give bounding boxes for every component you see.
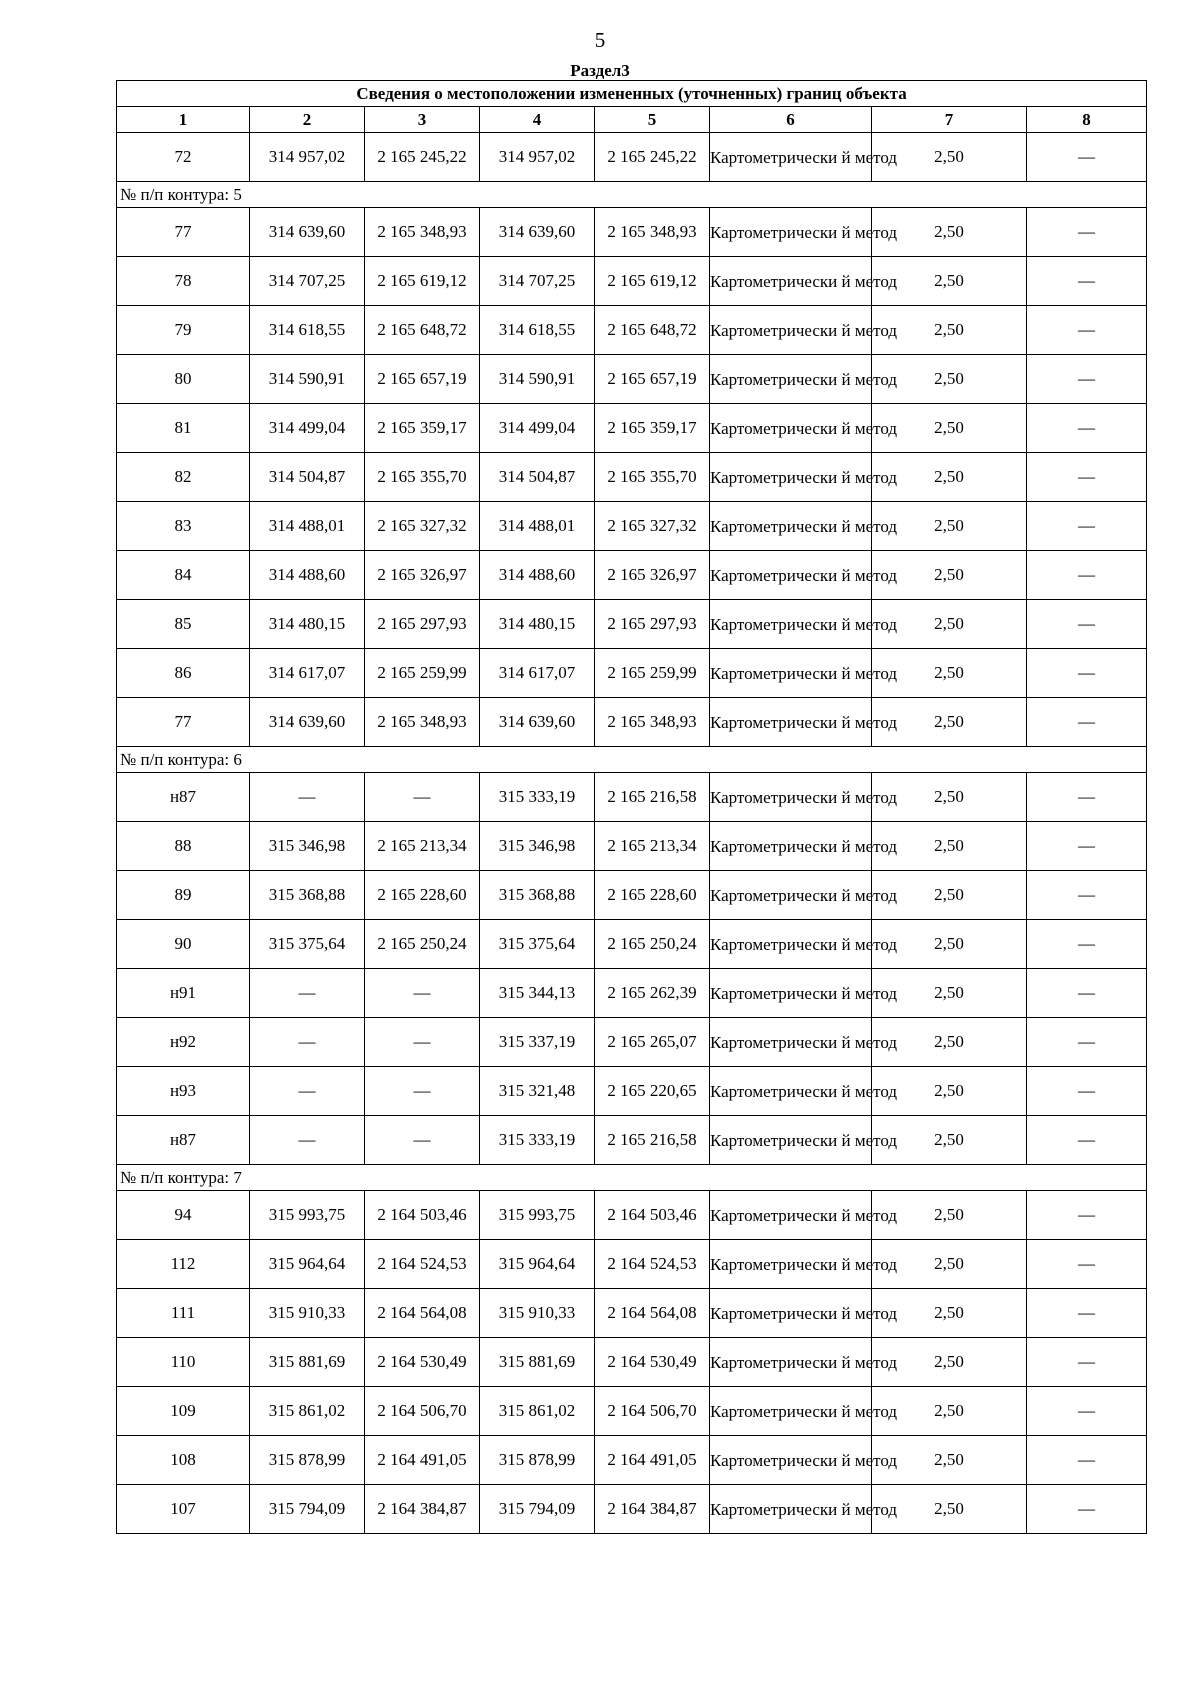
table-cell-col-7: 2,50: [872, 355, 1027, 404]
table-cell-col-3: 2 165 250,24: [365, 920, 480, 969]
table-cell-col-7: 2,50: [872, 1018, 1027, 1067]
table-row: [117, 822, 1147, 871]
table-cell-col-1: 108: [117, 1436, 250, 1485]
table-cell-col-4: 314 639,60: [480, 698, 595, 747]
table-cell-col-2: 314 504,87: [250, 453, 365, 502]
column-header-8: 8: [1027, 107, 1147, 133]
table-cell-col-1: н93: [117, 1067, 250, 1116]
table-cell-col-2: 314 639,60: [250, 208, 365, 257]
table-cell-col-7: 2,50: [872, 551, 1027, 600]
table-cell-col-7: 2,50: [872, 1240, 1027, 1289]
table-cell-col-2: 314 618,55: [250, 306, 365, 355]
table-cell-col-1: н87: [117, 1116, 250, 1165]
table-cell-col-1: 77: [117, 208, 250, 257]
contour-label: № п/п контура: 5: [117, 182, 1147, 208]
table-cell-col-6: Картометрически й метод: [710, 355, 872, 404]
table-row: [117, 355, 1147, 404]
table-cell-col-1: 83: [117, 502, 250, 551]
table-cell-col-3: 2 165 259,99: [365, 649, 480, 698]
table-row: [117, 502, 1147, 551]
table-cell-col-5: 2 164 503,46: [595, 1191, 710, 1240]
table-cell-col-7: 2,50: [872, 257, 1027, 306]
table-cell-col-8: —: [1027, 1240, 1147, 1289]
table-cell-col-7: 2,50: [872, 1067, 1027, 1116]
contour-label-row: [117, 747, 1147, 773]
table-cell-col-5: 2 165 245,22: [595, 133, 710, 182]
table-cell-col-4: 314 488,01: [480, 502, 595, 551]
table-cell-col-5: 2 165 228,60: [595, 871, 710, 920]
table-cell-col-1: 81: [117, 404, 250, 453]
table-cell-col-7: 2,50: [872, 1485, 1027, 1534]
contour-label: № п/п контура: 7: [117, 1165, 1147, 1191]
table-cell-col-5: 2 165 262,39: [595, 969, 710, 1018]
table-cell-col-6: Картометрически й метод: [710, 1338, 872, 1387]
table-cell-col-7: 2,50: [872, 600, 1027, 649]
table-cell-col-8: —: [1027, 257, 1147, 306]
table-cell-col-8: —: [1027, 871, 1147, 920]
table-row: [117, 698, 1147, 747]
table-row: [117, 1387, 1147, 1436]
table-row: [117, 1191, 1147, 1240]
table-cell-col-6: Картометрически й метод: [710, 1240, 872, 1289]
table-cell-col-6: Картометрически й метод: [710, 871, 872, 920]
table-cell-col-3: —: [365, 1067, 480, 1116]
column-header-1: 1: [117, 107, 250, 133]
table-cell-col-1: 107: [117, 1485, 250, 1534]
table-cell-col-3: 2 165 326,97: [365, 551, 480, 600]
page-number: 5: [594, 28, 606, 52]
table-row: [117, 969, 1147, 1018]
table-row: [117, 920, 1147, 969]
table-cell-col-6: Картометрически й метод: [710, 920, 872, 969]
table-cell-col-6: Картометрически й метод: [710, 404, 872, 453]
table-cell-col-1: 110: [117, 1338, 250, 1387]
table-cell-col-6: Картометрически й метод: [710, 1289, 872, 1338]
table-cell-col-8: —: [1027, 773, 1147, 822]
table-cell-col-4: 314 590,91: [480, 355, 595, 404]
table-row: [117, 1067, 1147, 1116]
table-cell-col-7: 2,50: [872, 1289, 1027, 1338]
table-cell-col-2: 314 488,60: [250, 551, 365, 600]
table-cell-col-8: —: [1027, 649, 1147, 698]
table-row: [117, 257, 1147, 306]
table-cell-col-6: Картометрически й метод: [710, 600, 872, 649]
column-header-3: 3: [365, 107, 480, 133]
table-cell-col-8: —: [1027, 1067, 1147, 1116]
table-cell-col-4: 315 321,48: [480, 1067, 595, 1116]
table-cell-col-1: н91: [117, 969, 250, 1018]
table-cell-col-6: Картометрически й метод: [710, 649, 872, 698]
table-cell-col-6: Картометрически й метод: [710, 822, 872, 871]
table-cell-col-3: 2 164 506,70: [365, 1387, 480, 1436]
table-cell-col-5: 2 165 259,99: [595, 649, 710, 698]
table-cell-col-7: 2,50: [872, 649, 1027, 698]
table-cell-col-6: Картометрически й метод: [710, 208, 872, 257]
contour-label-row: [117, 182, 1147, 208]
table-cell-col-7: 2,50: [872, 969, 1027, 1018]
table-row: [117, 1240, 1147, 1289]
table-cell-col-6: Картометрически й метод: [710, 1485, 872, 1534]
table-cell-col-8: —: [1027, 920, 1147, 969]
table-cell-col-5: 2 164 564,08: [595, 1289, 710, 1338]
table-cell-col-3: —: [365, 773, 480, 822]
table-cell-col-1: 78: [117, 257, 250, 306]
contour-label: № п/п контура: 6: [117, 747, 1147, 773]
table-cell-col-4: 314 957,02: [480, 133, 595, 182]
table-cell-col-2: 315 910,33: [250, 1289, 365, 1338]
table-cell-col-1: 84: [117, 551, 250, 600]
table-cell-col-2: —: [250, 773, 365, 822]
table-cell-col-4: 315 910,33: [480, 1289, 595, 1338]
table-cell-col-6: Картометрически й метод: [710, 698, 872, 747]
table-cell-col-4: 314 618,55: [480, 306, 595, 355]
table-cell-col-8: —: [1027, 1436, 1147, 1485]
table-cell-col-7: 2,50: [872, 1436, 1027, 1485]
table-cell-col-1: 94: [117, 1191, 250, 1240]
table-cell-col-1: 82: [117, 453, 250, 502]
table-cell-col-5: 2 165 220,65: [595, 1067, 710, 1116]
table-cell-col-8: —: [1027, 404, 1147, 453]
table-cell-col-7: 2,50: [872, 404, 1027, 453]
table-cell-col-5: 2 165 326,97: [595, 551, 710, 600]
table-cell-col-4: 315 861,02: [480, 1387, 595, 1436]
table-cell-col-8: —: [1027, 1485, 1147, 1534]
table-cell-col-8: —: [1027, 600, 1147, 649]
table-cell-col-3: 2 165 213,34: [365, 822, 480, 871]
table-cell-col-8: —: [1027, 502, 1147, 551]
table-cell-col-5: 2 165 265,07: [595, 1018, 710, 1067]
table-cell-col-8: —: [1027, 1387, 1147, 1436]
table-cell-col-1: 90: [117, 920, 250, 969]
table-cell-col-8: —: [1027, 1018, 1147, 1067]
table-cell-col-8: —: [1027, 551, 1147, 600]
table-cell-col-6: Картометрически й метод: [710, 453, 872, 502]
table-cell-col-7: 2,50: [872, 208, 1027, 257]
table-cell-col-5: 2 164 384,87: [595, 1485, 710, 1534]
table-cell-col-2: 314 707,25: [250, 257, 365, 306]
table-cell-col-8: —: [1027, 453, 1147, 502]
table-cell-col-1: 89: [117, 871, 250, 920]
table-caption: Сведения о местоположении измененных (уточненных) границ объекта: [117, 81, 1147, 107]
table-cell-col-4: 315 881,69: [480, 1338, 595, 1387]
table-cell-col-6: Картометрически й метод: [710, 257, 872, 306]
table-cell-col-4: 314 639,60: [480, 208, 595, 257]
table-cell-col-7: 2,50: [872, 822, 1027, 871]
table-cell-col-2: 315 861,02: [250, 1387, 365, 1436]
table-row: [117, 1485, 1147, 1534]
column-number-row: [117, 107, 1147, 133]
table-cell-col-7: 2,50: [872, 1387, 1027, 1436]
table-cell-col-3: 2 164 524,53: [365, 1240, 480, 1289]
table-cell-col-1: 77: [117, 698, 250, 747]
table-cell-col-8: —: [1027, 306, 1147, 355]
table-cell-col-4: 315 333,19: [480, 1116, 595, 1165]
table-cell-col-4: 314 504,87: [480, 453, 595, 502]
table-cell-col-4: 315 993,75: [480, 1191, 595, 1240]
boundary-coordinates-table: [116, 80, 1147, 1534]
table-cell-col-5: 2 165 213,34: [595, 822, 710, 871]
table-cell-col-5: 2 164 506,70: [595, 1387, 710, 1436]
table-cell-col-6: Картометрически й метод: [710, 1191, 872, 1240]
table-cell-col-1: 109: [117, 1387, 250, 1436]
table-cell-col-6: Картометрически й метод: [710, 502, 872, 551]
table-cell-col-3: 2 164 384,87: [365, 1485, 480, 1534]
table-cell-col-5: 2 165 348,93: [595, 208, 710, 257]
table-cell-col-1: 88: [117, 822, 250, 871]
table-cell-col-2: 314 590,91: [250, 355, 365, 404]
table-cell-col-1: 85: [117, 600, 250, 649]
table-cell-col-4: 315 333,19: [480, 773, 595, 822]
table-cell-col-6: Картометрически й метод: [710, 773, 872, 822]
table-cell-col-5: 2 165 619,12: [595, 257, 710, 306]
column-header-4: 4: [480, 107, 595, 133]
table-cell-col-7: 2,50: [872, 871, 1027, 920]
table-body: [117, 133, 1147, 1534]
table-cell-col-6: Картометрически й метод: [710, 1116, 872, 1165]
table-cell-col-5: 2 165 348,93: [595, 698, 710, 747]
table-cell-col-4: 315 964,64: [480, 1240, 595, 1289]
table-row: [117, 133, 1147, 182]
table-cell-col-5: 2 164 530,49: [595, 1338, 710, 1387]
table-cell-col-2: 315 993,75: [250, 1191, 365, 1240]
table-cell-col-1: 80: [117, 355, 250, 404]
column-header-5: 5: [595, 107, 710, 133]
table-cell-col-6: Картометрически й метод: [710, 306, 872, 355]
table-cell-col-6: Картометрически й метод: [710, 1018, 872, 1067]
table-cell-col-7: 2,50: [872, 698, 1027, 747]
table-cell-col-7: 2,50: [872, 773, 1027, 822]
table-cell-col-3: 2 165 355,70: [365, 453, 480, 502]
table-row: [117, 773, 1147, 822]
table-cell-col-1: 86: [117, 649, 250, 698]
table-cell-col-8: —: [1027, 355, 1147, 404]
table-row: [117, 306, 1147, 355]
table-row: [117, 1289, 1147, 1338]
table-row: [117, 1338, 1147, 1387]
table-cell-col-6: Картометрически й метод: [710, 1067, 872, 1116]
table-cell-col-2: —: [250, 1067, 365, 1116]
table-cell-col-3: 2 164 530,49: [365, 1338, 480, 1387]
table-cell-col-4: 314 707,25: [480, 257, 595, 306]
table-cell-col-2: 315 878,99: [250, 1436, 365, 1485]
table-cell-col-5: 2 165 327,32: [595, 502, 710, 551]
table-cell-col-7: 2,50: [872, 1191, 1027, 1240]
table-cell-col-6: Картометрически й метод: [710, 1436, 872, 1485]
table-cell-col-2: 315 881,69: [250, 1338, 365, 1387]
table-cell-col-3: —: [365, 1116, 480, 1165]
table-cell-col-2: 315 346,98: [250, 822, 365, 871]
table-cell-col-3: 2 165 228,60: [365, 871, 480, 920]
column-header-6: 6: [710, 107, 872, 133]
table-row: [117, 208, 1147, 257]
table-cell-col-3: —: [365, 969, 480, 1018]
table-cell-col-3: 2 164 503,46: [365, 1191, 480, 1240]
table-cell-col-1: н87: [117, 773, 250, 822]
table-cell-col-8: —: [1027, 822, 1147, 871]
table-cell-col-1: 111: [117, 1289, 250, 1338]
table-cell-col-7: 2,50: [872, 1338, 1027, 1387]
column-header-7: 7: [872, 107, 1027, 133]
table-cell-col-2: 314 488,01: [250, 502, 365, 551]
table-cell-col-1: 112: [117, 1240, 250, 1289]
table-cell-col-5: 2 165 355,70: [595, 453, 710, 502]
table-cell-col-4: 315 375,64: [480, 920, 595, 969]
table-cell-col-4: 315 794,09: [480, 1485, 595, 1534]
table-cell-col-3: 2 165 619,12: [365, 257, 480, 306]
table-cell-col-3: 2 165 359,17: [365, 404, 480, 453]
table-cell-col-2: 315 964,64: [250, 1240, 365, 1289]
contour-label-row: [117, 1165, 1147, 1191]
table-row: [117, 1116, 1147, 1165]
table-cell-col-5: 2 165 648,72: [595, 306, 710, 355]
table-cell-col-7: 2,50: [872, 920, 1027, 969]
table-cell-col-1: 79: [117, 306, 250, 355]
table-cell-col-2: —: [250, 969, 365, 1018]
table-cell-col-3: 2 165 657,19: [365, 355, 480, 404]
table-cell-col-8: —: [1027, 1289, 1147, 1338]
table-cell-col-4: 315 368,88: [480, 871, 595, 920]
table-cell-col-2: —: [250, 1116, 365, 1165]
table-cell-col-3: 2 165 297,93: [365, 600, 480, 649]
table-row: [117, 551, 1147, 600]
table-cell-col-7: 2,50: [872, 306, 1027, 355]
table-cell-col-4: 315 344,13: [480, 969, 595, 1018]
table-cell-col-8: —: [1027, 698, 1147, 747]
table-cell-col-8: —: [1027, 208, 1147, 257]
table-cell-col-1: н92: [117, 1018, 250, 1067]
table-cell-col-2: 315 794,09: [250, 1485, 365, 1534]
table-row: [117, 649, 1147, 698]
table-row: [117, 600, 1147, 649]
table-cell-col-5: 2 164 491,05: [595, 1436, 710, 1485]
table-cell-col-2: 315 375,64: [250, 920, 365, 969]
column-header-2: 2: [250, 107, 365, 133]
table-cell-col-2: —: [250, 1018, 365, 1067]
table-cell-col-7: 2,50: [872, 133, 1027, 182]
table-cell-col-2: 314 957,02: [250, 133, 365, 182]
table-cell-col-3: 2 164 564,08: [365, 1289, 480, 1338]
table-cell-col-3: 2 165 348,93: [365, 698, 480, 747]
table-cell-col-5: 2 165 657,19: [595, 355, 710, 404]
table-cell-col-7: 2,50: [872, 453, 1027, 502]
table-cell-col-6: Картометрически й метод: [710, 969, 872, 1018]
table-cell-col-3: 2 165 348,93: [365, 208, 480, 257]
table-cell-col-8: —: [1027, 133, 1147, 182]
table-cell-col-3: 2 164 491,05: [365, 1436, 480, 1485]
table-cell-col-2: 314 639,60: [250, 698, 365, 747]
table-cell-col-3: 2 165 648,72: [365, 306, 480, 355]
table-cell-col-1: 72: [117, 133, 250, 182]
table-cell-col-4: 314 499,04: [480, 404, 595, 453]
table-cell-col-8: —: [1027, 1116, 1147, 1165]
table-cell-col-3: 2 165 245,22: [365, 133, 480, 182]
table-cell-col-6: Картометрически й метод: [710, 1387, 872, 1436]
table-cell-col-4: 314 617,07: [480, 649, 595, 698]
table-row: [117, 871, 1147, 920]
section-title: Раздел3: [570, 61, 630, 80]
table-cell-col-5: 2 165 359,17: [595, 404, 710, 453]
table-cell-col-5: 2 165 297,93: [595, 600, 710, 649]
table-cell-col-4: 314 488,60: [480, 551, 595, 600]
table-cell-col-2: 314 499,04: [250, 404, 365, 453]
table-cell-col-7: 2,50: [872, 1116, 1027, 1165]
table-row: [117, 404, 1147, 453]
table-row: [117, 453, 1147, 502]
table-cell-col-4: 315 337,19: [480, 1018, 595, 1067]
table-cell-col-2: 315 368,88: [250, 871, 365, 920]
table-cell-col-5: 2 165 216,58: [595, 773, 710, 822]
table-cell-col-7: 2,50: [872, 502, 1027, 551]
table-cell-col-2: 314 617,07: [250, 649, 365, 698]
table-cell-col-6: Картометрически й метод: [710, 551, 872, 600]
table-cell-col-3: —: [365, 1018, 480, 1067]
table-cell-col-5: 2 165 216,58: [595, 1116, 710, 1165]
table-cell-col-8: —: [1027, 969, 1147, 1018]
table-row: [117, 1436, 1147, 1485]
table-row: [117, 1018, 1147, 1067]
table-cell-col-5: 2 164 524,53: [595, 1240, 710, 1289]
table-cell-col-8: —: [1027, 1338, 1147, 1387]
table-cell-col-8: —: [1027, 1191, 1147, 1240]
table-cell-col-3: 2 165 327,32: [365, 502, 480, 551]
table-cell-col-4: 315 346,98: [480, 822, 595, 871]
table-cell-col-6: Картометрически й метод: [710, 133, 872, 182]
table-cell-col-4: 314 480,15: [480, 600, 595, 649]
table-cell-col-4: 315 878,99: [480, 1436, 595, 1485]
table-cell-col-5: 2 165 250,24: [595, 920, 710, 969]
table-cell-col-2: 314 480,15: [250, 600, 365, 649]
